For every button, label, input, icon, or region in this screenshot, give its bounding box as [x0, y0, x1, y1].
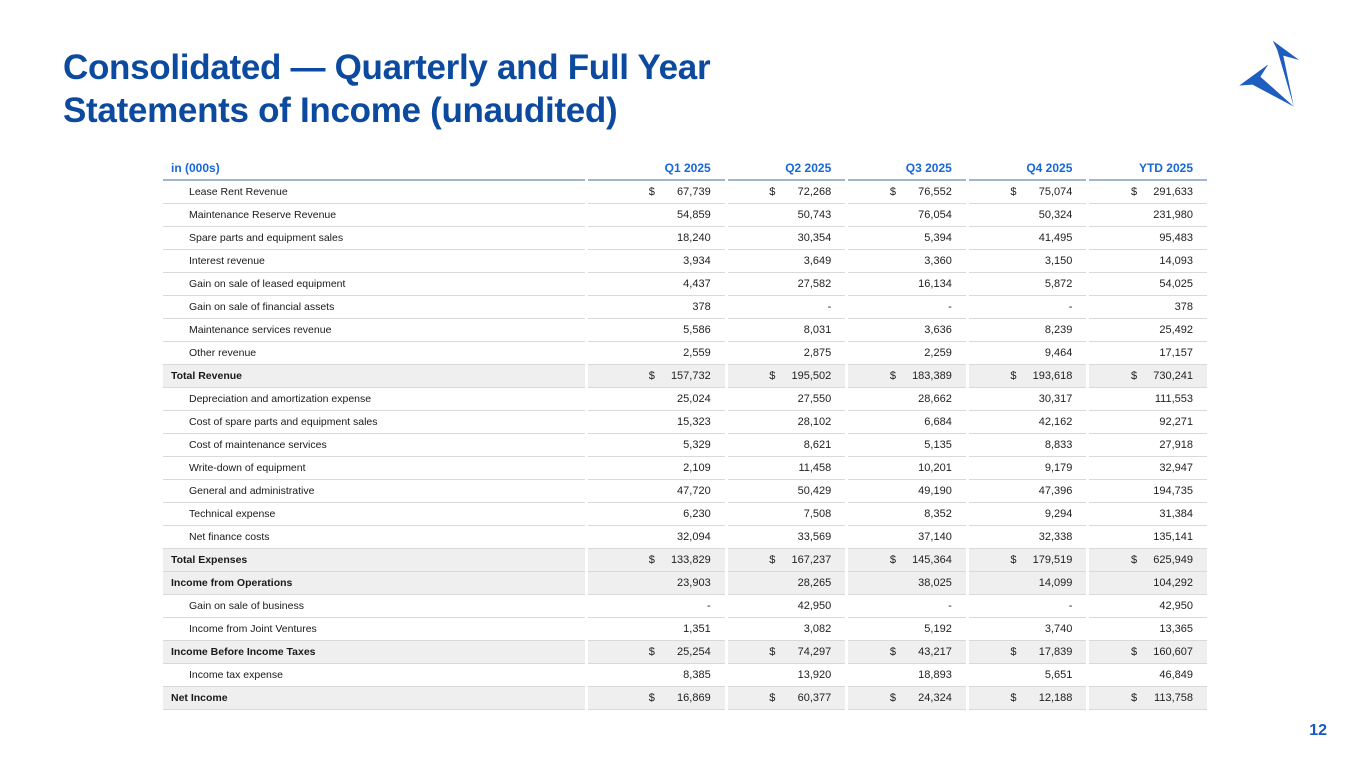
value-cell [1089, 181, 1207, 204]
value-cell: 104,292 [1089, 572, 1207, 595]
dollar-sign: $ [648, 692, 655, 704]
value-cell: 8,385 [588, 664, 725, 687]
amount: 133,829 [670, 554, 711, 566]
value-cell [1089, 641, 1207, 664]
table-row [163, 572, 1207, 595]
value-cell [1089, 549, 1207, 572]
dollar-sign: $ [1010, 554, 1017, 566]
value-cell: 30,354 [728, 227, 846, 250]
dollar-sign: $ [1131, 186, 1138, 198]
row-label: Maintenance Reserve Revenue [163, 204, 585, 227]
value-cell: 5,192 [848, 618, 966, 641]
value-cell: 2,875 [728, 342, 846, 365]
value-cell: 9,464 [969, 342, 1087, 365]
value-cell [1089, 365, 1207, 388]
value-cell: 14,099 [969, 572, 1087, 595]
value-cell: 13,920 [728, 664, 846, 687]
value-cell [969, 181, 1087, 204]
value-cell: 23,903 [588, 572, 725, 595]
dollar-sign: $ [889, 692, 896, 704]
amount: 157,732 [670, 370, 711, 382]
table-row [163, 181, 1207, 204]
column-header-q3: Q3 2025 [848, 156, 966, 181]
amount: 160,607 [1153, 646, 1193, 658]
value-cell: 27,918 [1089, 434, 1207, 457]
column-header-q1: Q1 2025 [588, 156, 725, 181]
value-cell: 76,054 [848, 204, 966, 227]
dollar-sign: $ [1010, 692, 1017, 704]
row-label: Write-down of equipment [163, 457, 585, 480]
value-cell: 194,735 [1089, 480, 1207, 503]
amount: 67,739 [677, 186, 711, 198]
table-row [163, 503, 1207, 526]
value-cell: - [728, 296, 846, 319]
amount: 17,839 [1038, 646, 1073, 658]
value-cell: 5,586 [588, 319, 725, 342]
table-row [163, 526, 1207, 549]
row-label: Gain on sale of financial assets [163, 296, 585, 319]
column-header-q2: Q2 2025 [728, 156, 846, 181]
value-cell: 8,031 [728, 319, 846, 342]
value-cell: 54,859 [588, 204, 725, 227]
row-label: Gain on sale of business [163, 595, 585, 618]
row-label: Maintenance services revenue [163, 319, 585, 342]
row-label: Cost of spare parts and equipment sales [163, 411, 585, 434]
row-label: Gain on sale of leased equipment [163, 273, 585, 296]
value-cell [588, 365, 725, 388]
amount: 12,188 [1038, 692, 1073, 704]
value-cell: 4,437 [588, 273, 725, 296]
income-table-body [163, 181, 1207, 710]
dollar-sign: $ [889, 646, 896, 658]
row-label: Income Before Income Taxes [163, 641, 585, 664]
table-row [163, 434, 1207, 457]
value-cell: - [848, 595, 966, 618]
value-cell: 6,684 [848, 411, 966, 434]
amount: 74,297 [797, 646, 832, 658]
value-cell: 18,240 [588, 227, 725, 250]
value-cell [969, 641, 1087, 664]
value-cell: 8,621 [728, 434, 846, 457]
table-row [163, 549, 1207, 572]
dollar-sign: $ [769, 370, 776, 382]
paper-airplane-logo-icon [1232, 38, 1324, 126]
value-cell: 42,950 [1089, 595, 1207, 618]
value-cell: 37,140 [848, 526, 966, 549]
dollar-sign: $ [648, 186, 655, 198]
amount: 72,268 [797, 186, 832, 198]
value-cell: - [588, 595, 725, 618]
value-cell: 2,259 [848, 342, 966, 365]
dollar-sign: $ [769, 692, 776, 704]
value-cell: 25,492 [1089, 319, 1207, 342]
dollar-sign: $ [889, 370, 896, 382]
value-cell [969, 365, 1087, 388]
value-cell: 3,360 [848, 250, 966, 273]
row-label: Total Expenses [163, 549, 585, 572]
value-cell: 46,849 [1089, 664, 1207, 687]
slide-title [63, 46, 1063, 133]
value-cell: 28,662 [848, 388, 966, 411]
value-cell [728, 365, 846, 388]
value-cell: 3,740 [969, 618, 1087, 641]
value-cell: 231,980 [1089, 204, 1207, 227]
column-header-ytd: YTD 2025 [1089, 156, 1207, 181]
dollar-sign: $ [769, 554, 776, 566]
table-row [163, 250, 1207, 273]
value-cell: - [969, 296, 1087, 319]
value-cell: 7,508 [728, 503, 846, 526]
value-cell: 8,239 [969, 319, 1087, 342]
value-cell: 5,651 [969, 664, 1087, 687]
units-label: in (000s) [163, 156, 585, 181]
amount: 43,217 [918, 646, 952, 658]
column-header-q4: Q4 2025 [969, 156, 1087, 181]
row-label: Cost of maintenance services [163, 434, 585, 457]
value-cell [728, 641, 846, 664]
value-cell: 5,872 [969, 273, 1087, 296]
amount: 24,324 [918, 692, 952, 704]
table-row [163, 664, 1207, 687]
value-cell: 14,093 [1089, 250, 1207, 273]
amount: 60,377 [797, 692, 832, 704]
value-cell: 54,025 [1089, 273, 1207, 296]
value-cell: 9,294 [969, 503, 1087, 526]
amount: 193,618 [1032, 370, 1073, 382]
dollar-sign: $ [648, 646, 655, 658]
value-cell: 50,429 [728, 480, 846, 503]
amount: 75,074 [1038, 186, 1073, 198]
table-row [163, 641, 1207, 664]
value-cell: 42,950 [728, 595, 846, 618]
row-label: Interest revenue [163, 250, 585, 273]
value-cell: 3,636 [848, 319, 966, 342]
table-row [163, 687, 1207, 710]
value-cell: 2,559 [588, 342, 725, 365]
value-cell: 10,201 [848, 457, 966, 480]
table-row [163, 342, 1207, 365]
value-cell: 16,134 [848, 273, 966, 296]
value-cell: 50,324 [969, 204, 1087, 227]
row-label: Net finance costs [163, 526, 585, 549]
value-cell: - [848, 296, 966, 319]
table-row [163, 296, 1207, 319]
value-cell [848, 549, 966, 572]
amount: 730,241 [1153, 370, 1193, 382]
dollar-sign: $ [1131, 646, 1138, 658]
value-cell: 18,893 [848, 664, 966, 687]
value-cell [588, 687, 725, 710]
amount: 195,502 [791, 370, 832, 382]
table-row [163, 365, 1207, 388]
table-row [163, 457, 1207, 480]
dollar-sign: $ [648, 370, 655, 382]
row-label: Total Revenue [163, 365, 585, 388]
table-row [163, 204, 1207, 227]
slide-title-line2: Statements of Income (unaudited) [63, 91, 618, 131]
value-cell: 2,109 [588, 457, 725, 480]
value-cell: 3,150 [969, 250, 1087, 273]
amount: 179,519 [1032, 554, 1073, 566]
value-cell: 31,384 [1089, 503, 1207, 526]
value-cell: 378 [588, 296, 725, 319]
table-row [163, 227, 1207, 250]
value-cell [848, 181, 966, 204]
value-cell [728, 687, 846, 710]
page-number: 12 [1309, 722, 1327, 739]
value-cell: 3,649 [728, 250, 846, 273]
amount: 16,869 [677, 692, 711, 704]
amount: 113,758 [1154, 692, 1193, 704]
value-cell: 49,190 [848, 480, 966, 503]
value-cell: - [969, 595, 1087, 618]
value-cell [588, 549, 725, 572]
value-cell [588, 641, 725, 664]
table-row [163, 595, 1207, 618]
value-cell: 3,934 [588, 250, 725, 273]
value-cell: 135,141 [1089, 526, 1207, 549]
row-label: Other revenue [163, 342, 585, 365]
table-row [163, 319, 1207, 342]
amount: 167,237 [791, 554, 832, 566]
amount: 145,364 [912, 554, 952, 566]
value-cell: 50,743 [728, 204, 846, 227]
row-label: Income from Operations [163, 572, 585, 595]
income-statement-table [160, 156, 1210, 710]
value-cell: 32,338 [969, 526, 1087, 549]
dollar-sign: $ [1010, 370, 1017, 382]
row-label: Technical expense [163, 503, 585, 526]
value-cell: 13,365 [1089, 618, 1207, 641]
amount: 183,389 [912, 370, 952, 382]
value-cell: 8,352 [848, 503, 966, 526]
value-cell: 42,162 [969, 411, 1087, 434]
value-cell: 95,483 [1089, 227, 1207, 250]
row-label: Depreciation and amortization expense [163, 388, 585, 411]
value-cell [848, 641, 966, 664]
value-cell: 30,317 [969, 388, 1087, 411]
value-cell [848, 687, 966, 710]
value-cell: 5,135 [848, 434, 966, 457]
value-cell: 9,179 [969, 457, 1087, 480]
value-cell: 27,550 [728, 388, 846, 411]
value-cell [728, 181, 846, 204]
table-row [163, 618, 1207, 641]
dollar-sign: $ [1131, 370, 1138, 382]
row-label: Income from Joint Ventures [163, 618, 585, 641]
value-cell: 5,329 [588, 434, 725, 457]
row-label: Income tax expense [163, 664, 585, 687]
table-row [163, 273, 1207, 296]
dollar-sign: $ [1010, 646, 1017, 658]
value-cell: 25,024 [588, 388, 725, 411]
value-cell: 92,271 [1089, 411, 1207, 434]
value-cell: 38,025 [848, 572, 966, 595]
value-cell [588, 181, 725, 204]
dollar-sign: $ [889, 186, 896, 198]
value-cell: 27,582 [728, 273, 846, 296]
table-row [163, 388, 1207, 411]
row-label: Net Income [163, 687, 585, 710]
value-cell: 11,458 [728, 457, 846, 480]
value-cell: 1,351 [588, 618, 725, 641]
value-cell: 32,947 [1089, 457, 1207, 480]
value-cell: 28,102 [728, 411, 846, 434]
row-label: Spare parts and equipment sales [163, 227, 585, 250]
row-label: General and administrative [163, 480, 585, 503]
value-cell: 17,157 [1089, 342, 1207, 365]
value-cell: 41,495 [969, 227, 1087, 250]
value-cell: 47,396 [969, 480, 1087, 503]
value-cell: 3,082 [728, 618, 846, 641]
amount: 25,254 [677, 646, 711, 658]
table-header-row [163, 156, 1207, 181]
dollar-sign: $ [769, 186, 776, 198]
dollar-sign: $ [648, 554, 655, 566]
table-row [163, 480, 1207, 503]
value-cell: 6,230 [588, 503, 725, 526]
value-cell [969, 549, 1087, 572]
value-cell: 8,833 [969, 434, 1087, 457]
amount: 76,552 [918, 186, 952, 198]
value-cell [848, 365, 966, 388]
income-statement-table-wrap [160, 156, 1210, 710]
value-cell: 111,553 [1089, 388, 1207, 411]
table-row [163, 411, 1207, 434]
dollar-sign: $ [1010, 186, 1017, 198]
amount: 291,633 [1153, 186, 1193, 198]
value-cell [969, 687, 1087, 710]
value-cell: 5,394 [848, 227, 966, 250]
value-cell: 47,720 [588, 480, 725, 503]
value-cell: 28,265 [728, 572, 846, 595]
slide-title-line1: Consolidated — Quarterly and Full Year [63, 48, 711, 87]
value-cell: 15,323 [588, 411, 725, 434]
dollar-sign: $ [1131, 692, 1138, 704]
value-cell [728, 549, 846, 572]
value-cell: 378 [1089, 296, 1207, 319]
value-cell: 32,094 [588, 526, 725, 549]
amount: 625,949 [1153, 554, 1193, 566]
dollar-sign: $ [769, 646, 776, 658]
row-label: Lease Rent Revenue [163, 181, 585, 204]
value-cell: 33,569 [728, 526, 846, 549]
dollar-sign: $ [889, 554, 896, 566]
dollar-sign: $ [1131, 554, 1138, 566]
value-cell [1089, 687, 1207, 710]
